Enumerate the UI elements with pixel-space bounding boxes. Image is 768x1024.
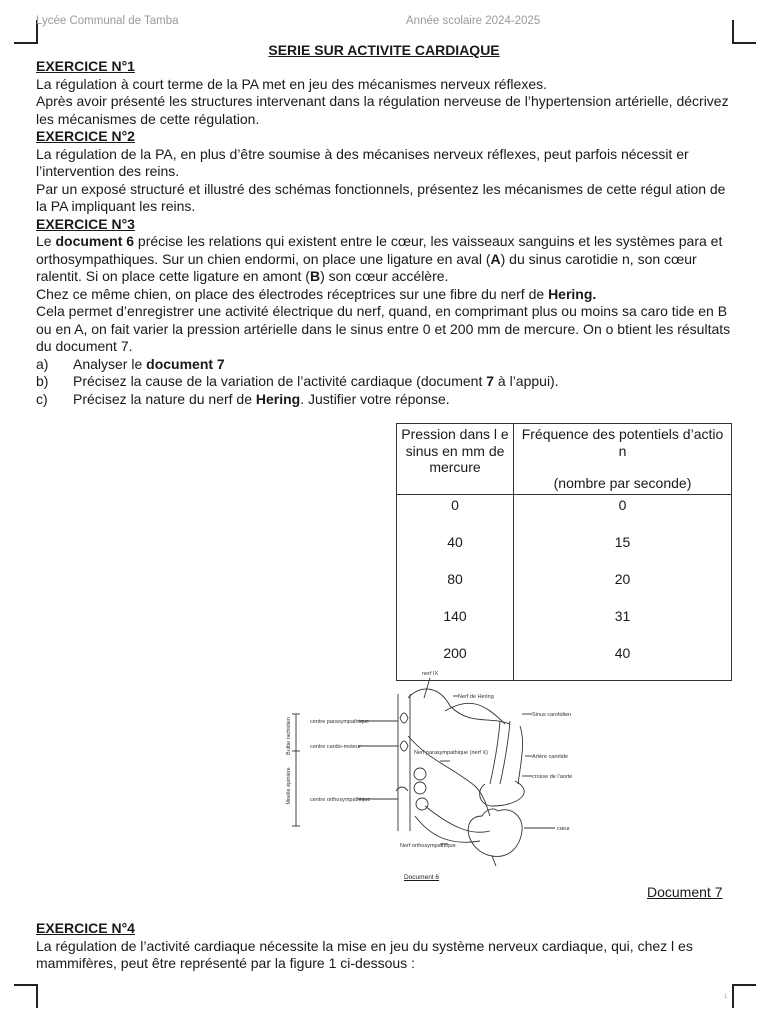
label-sinus: Sinus carotidien — [532, 712, 572, 718]
frequency-cell: 40 — [514, 643, 732, 681]
document-7-ref: document 7 — [146, 355, 225, 372]
text-run: ) son cœur accélère. — [320, 268, 449, 284]
exercise-4-text-1: La régulation de l’activité cardiaque nécessite la mise en jeu du système nerveux cardiaque, qui, chez l es mammifères, peut être représenté par la figure 1 ci-dessous : — [36, 937, 693, 971]
frequency-cell: 15 — [514, 532, 732, 569]
label-bulbe: Bulbe rachidien — [286, 717, 292, 755]
text-run: Analyser le — [73, 355, 147, 372]
question-text — [73, 391, 450, 409]
label-crosse: crosse de l’aorte — [532, 774, 573, 780]
pressure-cell: 140 — [397, 606, 514, 643]
question-a — [36, 356, 732, 374]
frequency-cell: 20 — [514, 569, 732, 606]
text-run: à l’appui). — [494, 373, 559, 389]
pressure-cell: 200 — [397, 643, 514, 681]
exercise-3-text-1 — [36, 233, 732, 286]
label-moelle: Moelle épinière — [286, 767, 292, 805]
exercise-2-title: EXERCICE N°2 — [36, 128, 135, 144]
header-school: Lycée Communal de Tamba — [36, 15, 179, 27]
text-run: . Justifier votre réponse. — [300, 390, 450, 407]
document-7-table — [396, 423, 732, 681]
label-centre-para: centre parasympathique — [310, 719, 370, 725]
pressure-cell: 0 — [397, 494, 514, 532]
label-nerf-ix: nerf IX — [422, 671, 439, 677]
pressure-cell: 40 — [397, 532, 514, 569]
exercise-1-title: EXERCICE N°1 — [36, 58, 135, 74]
point-a-ref: A — [490, 250, 501, 267]
label-nerf-ortho: Nerf orthosympathique — [400, 843, 456, 849]
frequency-cell: 0 — [514, 494, 732, 532]
label-centre-cardio: centre cardio-moteur — [310, 744, 361, 750]
label-centre-ortho: centre orthosympathique — [310, 797, 371, 803]
question-text — [73, 356, 225, 374]
pressure-cell: 80 — [397, 569, 514, 606]
label-coeur: cœur — [557, 826, 570, 832]
text-run: Le — [36, 233, 56, 249]
point-b-ref: B — [309, 268, 321, 284]
text-run: Précisez la cause de la variation de l’activité cardiaque (document — [73, 373, 487, 389]
crop-mark-top-right — [732, 20, 756, 44]
text-run: Chez ce même chien, on place des électrodes réceptrices sur une fibre du nerf de — [36, 285, 549, 302]
table-row — [397, 532, 732, 569]
label-nerf-hering: Nerf de Hering — [458, 694, 494, 700]
question-b — [36, 373, 732, 391]
document-7-label: Document 7 — [647, 884, 723, 900]
table-row — [397, 569, 732, 606]
document-7-ref: 7 — [486, 373, 495, 389]
question-c — [36, 391, 732, 409]
pressure-column-header: Pression dans l e sinus en mm de mercure — [397, 424, 514, 495]
question-number: c) — [36, 390, 48, 407]
question-number: b) — [36, 373, 49, 389]
exercise-4 — [36, 920, 732, 973]
header-year: Année scolaire 2024-2025 — [406, 15, 541, 27]
table-row — [397, 606, 732, 643]
label-nerf-para: Nerf parasympathique (nerf X) — [414, 750, 488, 756]
exercise-3-text-3: Cela permet d’enregistrer une activité électrique du nerf, quand, en comprimant plus ou moins sa caro tide en B ou en A, on fait varier la pression artérielle dans le sinus entre 0 et 200 mm de mercure. On o btient les résultats du document 7. — [36, 303, 731, 354]
exercise-1-text-2: Après avoir présenté les structures intervenant dans la régulation nerveuse de l’hypertension artérielle, décrivez les mécanismes de cette régulation. — [36, 93, 729, 127]
document-6-ref: document 6 — [55, 233, 135, 249]
document-6-caption: Document 6 — [404, 874, 440, 881]
table-header-row — [397, 424, 732, 495]
exercise-3-title: EXERCICE N°3 — [36, 215, 135, 232]
exercise-4-title: EXERCICE N°4 — [36, 920, 135, 936]
label-artere: Artère carotide — [532, 754, 569, 760]
document-6-figure — [270, 666, 615, 881]
crop-mark-top-left — [14, 20, 38, 44]
frequency-column-header — [514, 424, 732, 495]
frequency-unit: (nombre par seconde) — [553, 475, 692, 491]
frequency-cell: 31 — [514, 606, 732, 643]
exercise-2-text-2: Par un exposé structuré et illustré des schémas fonctionnels, présentez les mécanismes de cette régul ation de la PA impliquant les reins. — [36, 180, 726, 214]
frequency-header-text: Fréquence des potentiels d’actio n — [521, 426, 724, 459]
exercise-3-text-2 — [36, 286, 732, 304]
hering-ref: Hering — [255, 390, 301, 407]
text-run: Précisez la nature du nerf de — [73, 390, 256, 407]
text-run: ) du sinus carotidie n, son cœur ralentit. Si on place cette ligature en amont ( — [36, 250, 697, 284]
exercises-1-3 — [36, 58, 732, 408]
table-row — [397, 494, 732, 532]
exercise-2-text-1: La régulation de la PA, en plus d’être soumise à des mécanises nerveux réflexes, peut parfois nécessit er l’intervention des reins. — [36, 145, 689, 179]
page-title: SERIE SUR ACTIVITE CARDIAQUE — [268, 42, 500, 58]
exercise-1-text-1: La régulation à court terme de la PA met en jeu des mécanismes nerveux réflexes. — [36, 75, 548, 92]
page-number: 1 — [724, 994, 728, 1000]
question-number: a) — [36, 355, 49, 372]
text-run: précise les relations qui existent entre le cœur, les vaisseaux sanguins et les systèmes para et orthosympathiques. Sur un chien endormi, on place une ligature en aval ( — [36, 233, 723, 267]
hering-ref: Hering. — [548, 285, 597, 302]
crop-mark-bottom-right — [732, 984, 756, 1008]
question-text — [73, 373, 559, 391]
crop-mark-bottom-left — [14, 984, 38, 1008]
